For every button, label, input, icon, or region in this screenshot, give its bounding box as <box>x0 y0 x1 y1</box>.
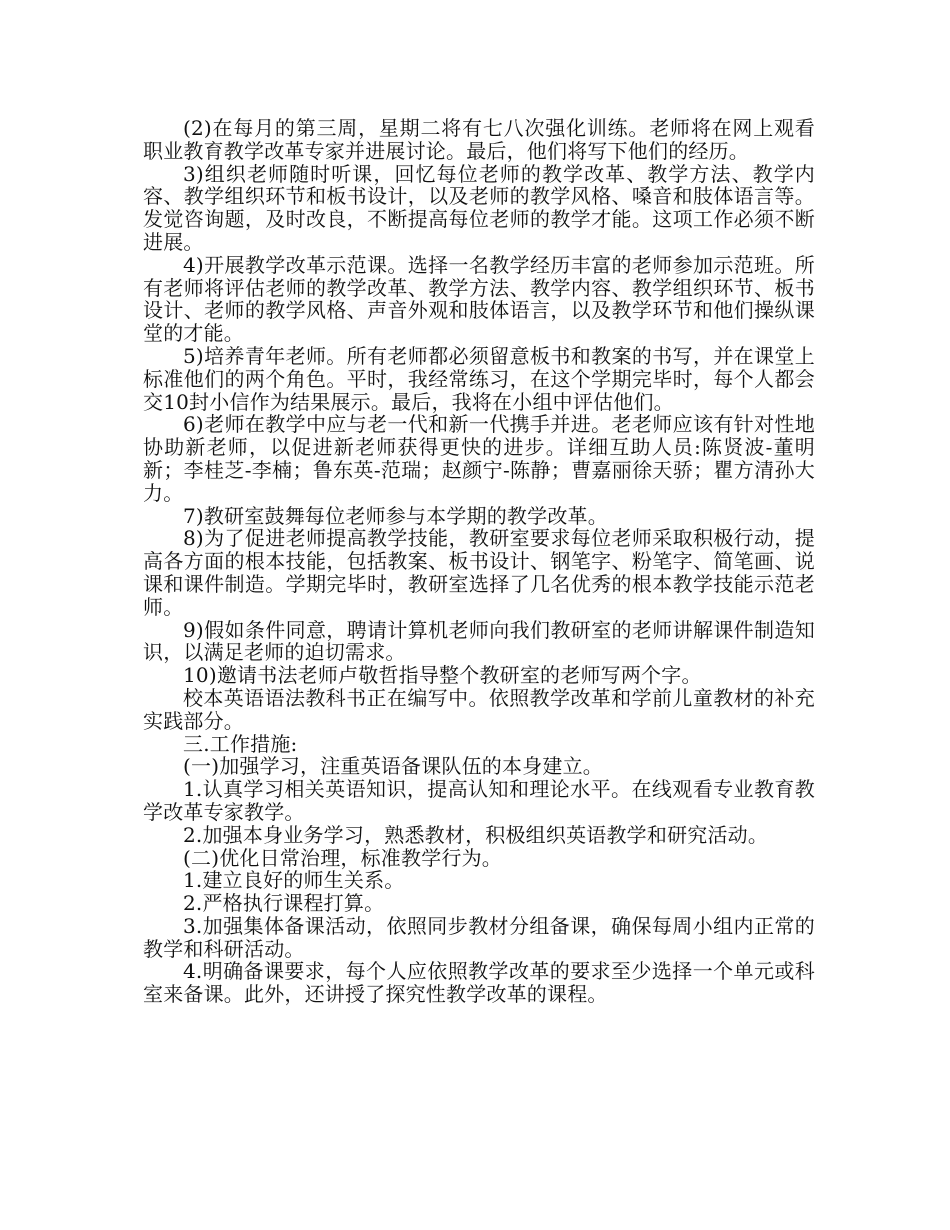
paragraph-courseware: 9)假如条件同意，聘请计算机老师向我们教研室的老师讲解课件制造知识，以满足老师的迫切需求。 <box>143 617 815 665</box>
list-item-business-learning: 2.加强本身业务学习，熟悉教材，积极组织英语教学和研究活动。 <box>183 822 769 847</box>
paragraph-calligraphy: 10)邀请书法老师卢敬哲指导整个教研室的老师写两个字。 <box>183 663 702 688</box>
paragraph-grammar-textbook: 校本英语语法教科书正在编写中。依照教学改革和学前儿童教材的补充实践部分。 <box>143 685 815 733</box>
subheading-strengthen-learning: (一)加强学习，注重英语备课队伍的本身建立。 <box>183 754 604 779</box>
paragraph-teaching-skills: 8)为了促进老师提高教学技能，教研室要求每位老师采取积极行动，提高各方面的根本技能，包括教案、板书设计、钢笔字、粉笔字、简笔画、说课和课件制造。学期完毕时，教研室选择了几名优秀的根本教学技能示范老师。 <box>143 526 815 619</box>
paragraph-training-week: (2)在每月的第三周，星期二将有七八次强化训练。老师将在网上观看职业教育教学改革专家并进展讨论。最后，他们将写下他们的经历。 <box>143 116 815 163</box>
section-heading-measures: 三.工作措施: <box>183 731 298 756</box>
paragraph-young-teachers: 5)培养青年老师。所有老师都必须留意板书和教案的书写，并在课堂上标准他们的两个角色。平时，我经常练习，在这个学期完毕时，每个人都会交10封小信作为结果展示。最后，我将在小组中评估他们。 <box>143 343 815 414</box>
paragraph-reform-participation: 7)教研室鼓舞每位老师参与本学期的教学改革。 <box>183 503 608 528</box>
list-item-prep-requirements: 4.明确备课要求，每个人应依照教学改革的要求至少选择一个单元或科室来备课。此外，还讲授了探究性教学改革的课程。 <box>143 959 815 1007</box>
document-body <box>143 117 815 1006</box>
list-item-course-plan: 2.严格执行课程打算。 <box>183 891 385 916</box>
paragraph-demo-class: 4)开展教学改革示范课。选择一名教学经历丰富的老师参加示范班。所有老师将评估老师的教学改革、教学方法、教学内容、教学组织环节、板书设计、老师的教学风格、声音外观和肢体语言，以及教学环节和他们操纵课堂的才能。 <box>143 252 815 346</box>
paragraph-lesson-observation: 3)组织老师随时听课，回忆每位老师的教学改革、教学方法、教学内容、教学组织环节和板书设计，以及老师的教学风格、嗓音和肢体语言等。发觉咨询题，及时改良，不断提高每位老师的教学才能。这项工作必须不断进展。 <box>143 161 815 254</box>
list-item-collective-prep: 3.加强集体备课活动，依照同步教材分组备课，确保每周小组内正常的教学和科研活动。 <box>143 913 815 961</box>
list-item-relationship: 1.建立良好的师生关系。 <box>183 868 405 893</box>
paragraph-mentoring: 6)老师在教学中应与老一代和新一代携手并进。老老师应该有针对性地协助新老师，以促进新老师获得更快的进步。详细互助人员:陈贤波-董明新；李桂芝-李楠；鲁东英-范瑞；赵颜宁-陈静；曹嘉丽徐天骄；瞿方清孙大力。 <box>143 412 815 505</box>
list-item-study-knowledge: 1.认真学习相关英语知识，提高认知和理论水平。在线观看专业教育教学改革专家教学。 <box>143 777 815 824</box>
subheading-optimize-management: (二)优化日常治理，标准教学行为。 <box>183 845 503 870</box>
